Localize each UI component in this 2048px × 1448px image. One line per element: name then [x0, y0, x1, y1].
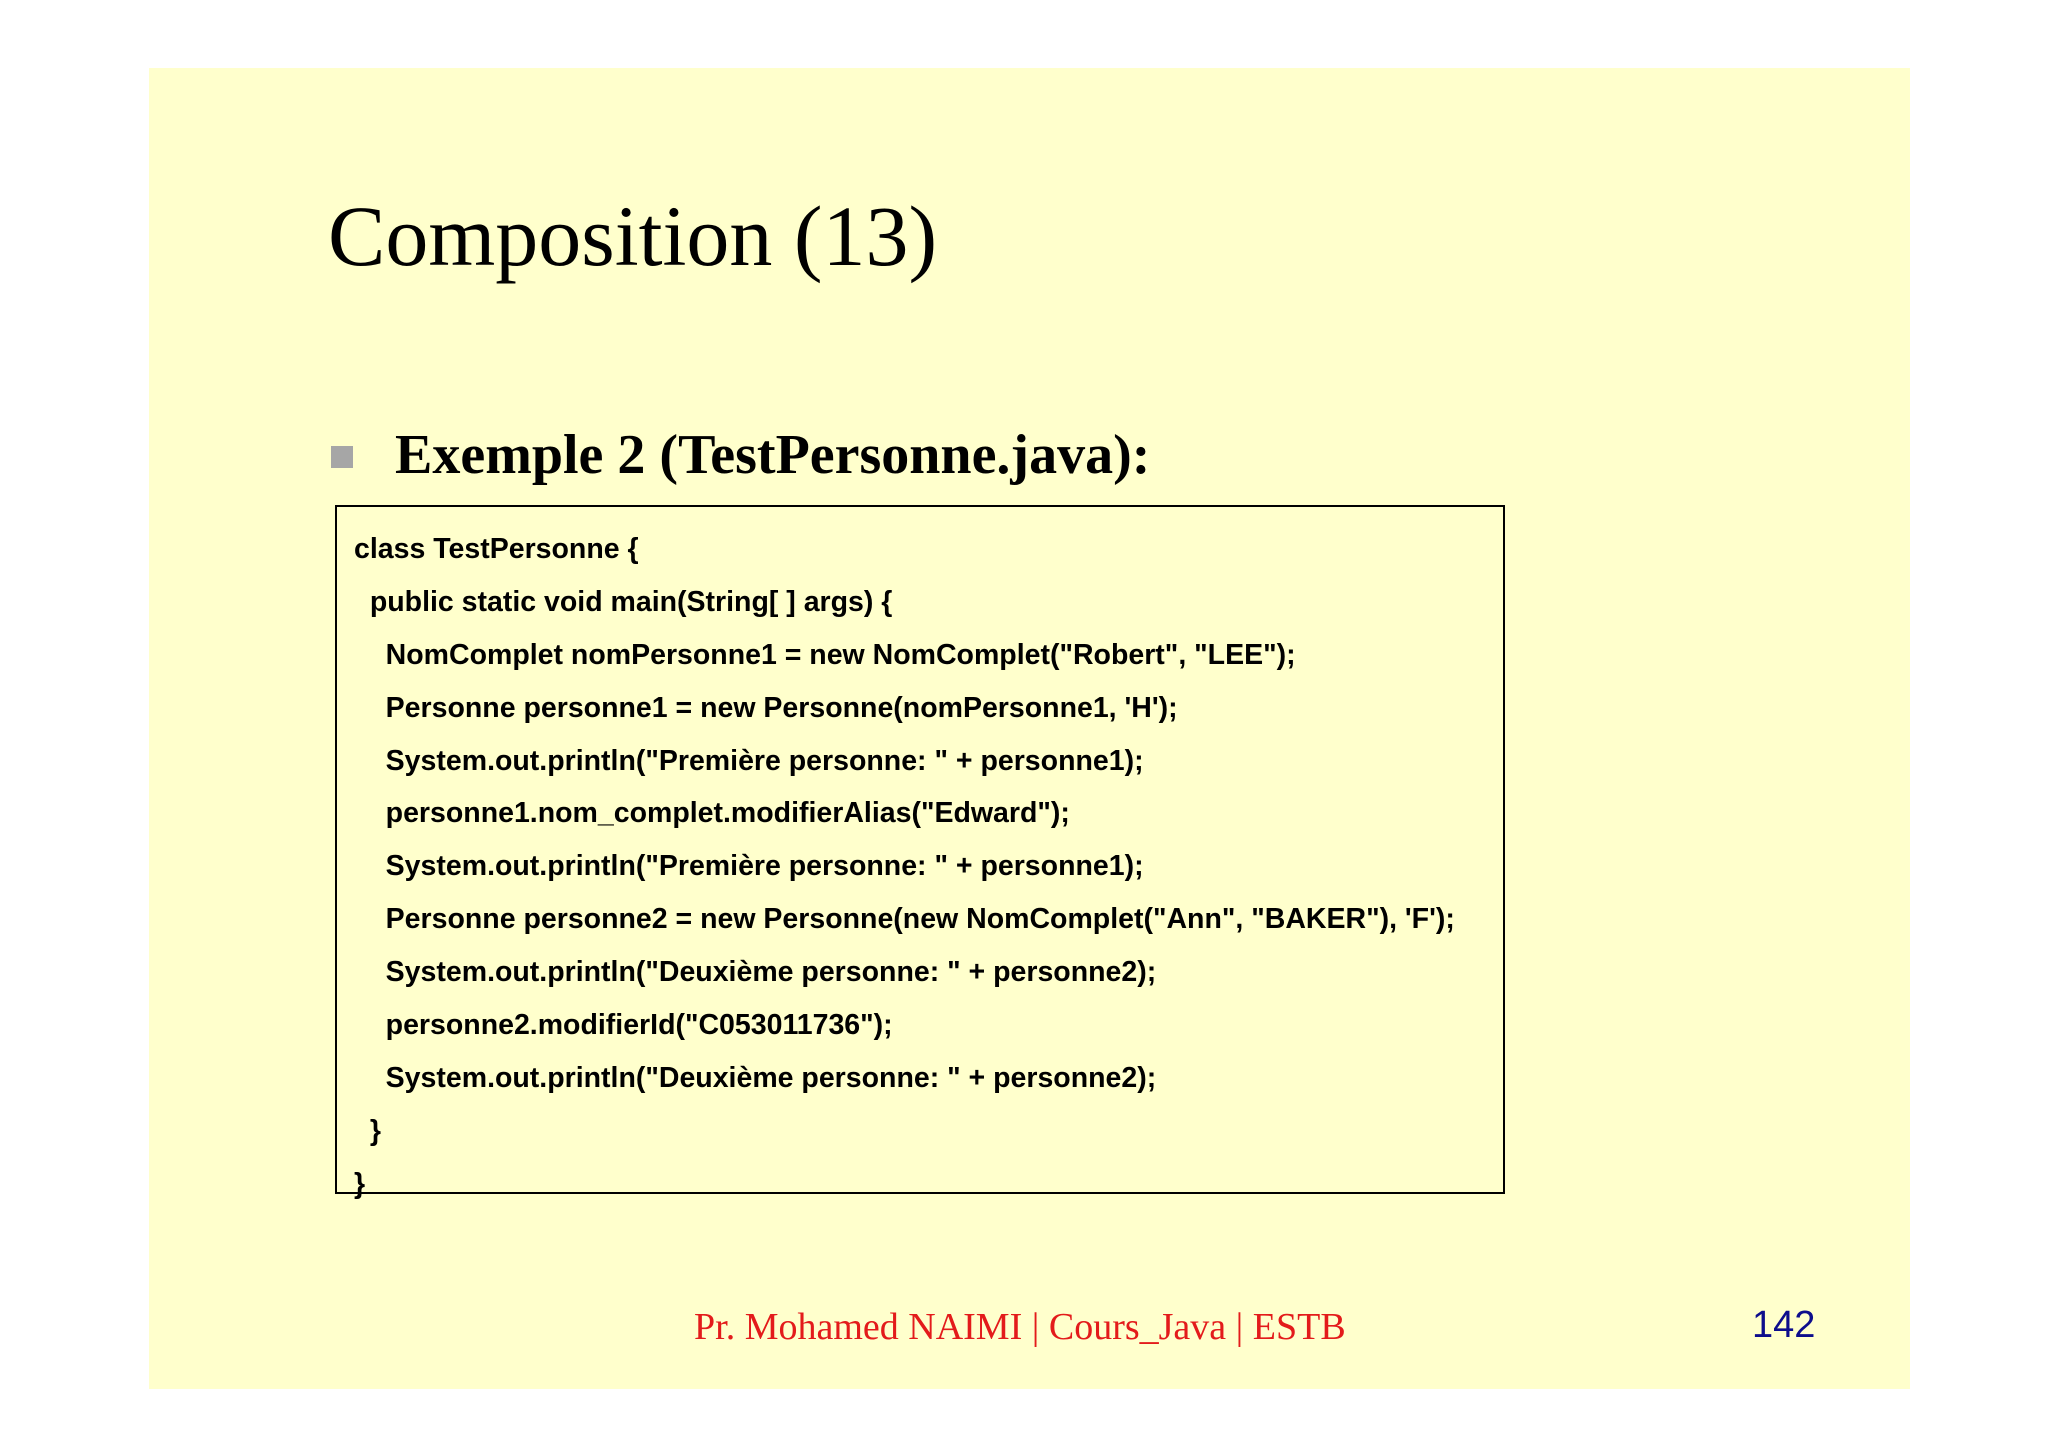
code-line: System.out.println("Deuxième personne: " + personne2);: [354, 956, 1157, 989]
code-line: public static void main(String[ ] args) {: [354, 585, 893, 618]
bullet-text: Exemple 2 (TestPersonne.java):: [395, 424, 1151, 486]
slide-title: Composition (13): [328, 188, 938, 284]
code-line: System.out.println("Première personne: " + personne1);: [354, 850, 1144, 883]
slide: [149, 68, 1910, 1389]
code-line: }: [354, 1114, 381, 1147]
slide-footer: Pr. Mohamed NAIMI | Cours_Java | ESTB: [694, 1306, 1346, 1348]
code-line: }: [354, 1167, 366, 1200]
code-line: Personne personne2 = new Personne(new NomComplet("Ann", "BAKER"), 'F');: [354, 903, 1455, 936]
bullet-item: [331, 420, 1150, 490]
code-line: Personne personne1 = new Personne(nomPersonne1, 'H');: [354, 691, 1178, 724]
page-number: 142: [1752, 1304, 1816, 1346]
code-line: personne2.modifierId("C053011736");: [354, 1009, 893, 1042]
square-bullet-icon: [331, 446, 353, 468]
code-line: NomComplet nomPersonne1 = new NomComplet("Robert", "LEE");: [354, 638, 1296, 671]
code-line: System.out.println("Première personne: " + personne1);: [354, 744, 1144, 777]
code-block: [335, 505, 1505, 1200]
code-line: class TestPersonne {: [354, 533, 639, 565]
code-line: System.out.println("Deuxième personne: " + personne2);: [354, 1061, 1157, 1094]
code-line: personne1.nom_complet.modifierAlias("Edward");: [354, 797, 1070, 830]
